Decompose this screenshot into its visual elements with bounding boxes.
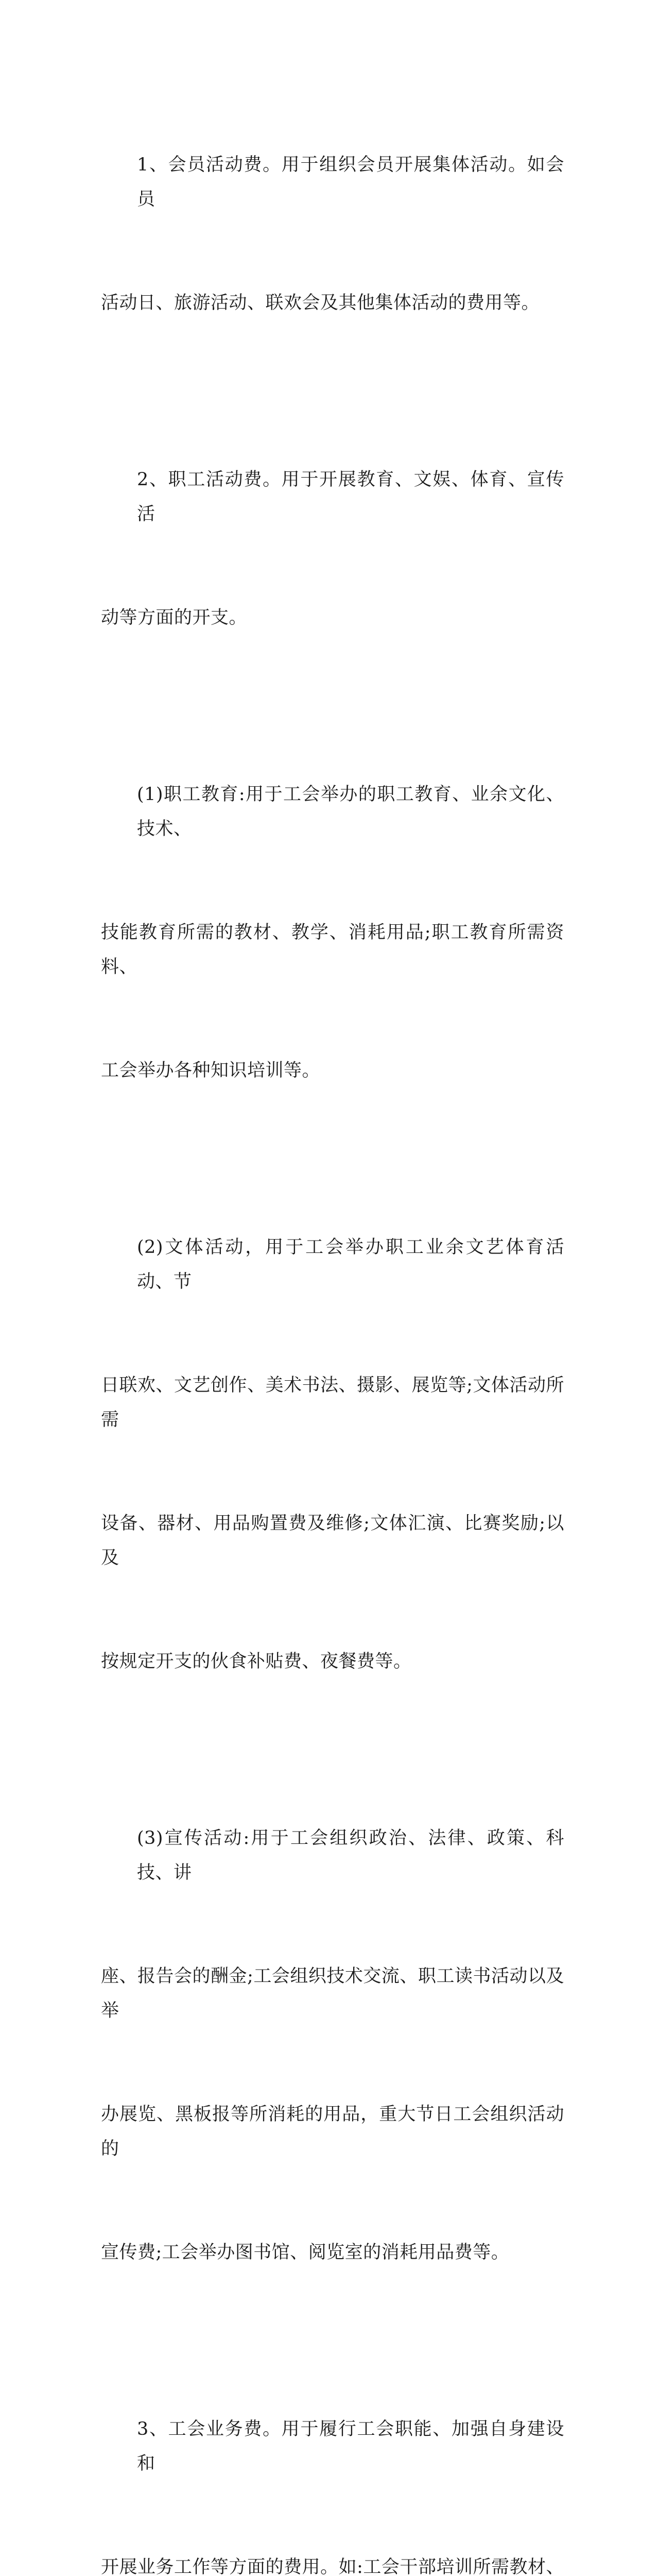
paragraph-line: (2)文体活动，用于工会举办职工业余文艺体育活动、节: [137, 1237, 564, 1292]
paragraph-line: 办展览、黑板报等所消耗的用品，重大节日工会组织活动的: [101, 2104, 564, 2159]
paragraph-line: 设备、器材、用品购置费及维修;文体汇演、比赛奖励;以及: [101, 1513, 564, 1568]
paragraph-line: 按规定开支的伙食补贴费、夜餐费等。: [101, 1651, 412, 1672]
paragraph-line: 动等方面的开支。: [101, 607, 248, 628]
paragraph-staff-activity-fee: [101, 394, 564, 704]
paragraph-union-business-fee: [101, 2343, 564, 2576]
paragraph-line: 座、报告会的酬金;工会组织技术交流、职工读书活动以及举: [101, 1966, 564, 2021]
paragraph-line: 开展业务工作等方面的费用。如:工会干部培训所需教材、: [101, 2557, 564, 2576]
paragraph-line: 3、工会业务费。用于履行工会职能、加强自身建设和: [137, 2419, 564, 2474]
paragraph-member-activity-fee: [101, 79, 564, 389]
paragraph-line: 日联欢、文艺创作、美术书法、摄影、展览等;文体活动所需: [101, 1375, 564, 1430]
paragraph-staff-education: [101, 708, 564, 1157]
paragraph-line: 宣传费;工会举办图书馆、阅览室的消耗用品费等。: [101, 2242, 510, 2263]
paragraph-publicity-activity: [101, 1752, 564, 2339]
document-body: [101, 79, 564, 2576]
paragraph-line: 活动日、旅游活动、联欢会及其他集体活动的费用等。: [101, 293, 540, 313]
paragraph-line: (3)宣传活动:用于工会组织政治、法律、政策、科技、讲: [137, 1828, 564, 1883]
paragraph-line: 2、职工活动费。用于开展教育、文娱、体育、宣传活: [137, 469, 564, 524]
paragraph-line: 技能教育所需的教材、教学、消耗用品;职工教育所需资料、: [101, 922, 564, 977]
paragraph-line: 1、会员活动费。用于组织会员开展集体活动。如会员: [137, 155, 564, 210]
paragraph-line: 工会举办各种知识培训等。: [101, 1060, 321, 1081]
paragraph-cultural-sports: [101, 1161, 564, 1748]
paragraph-line: (1)职工教育:用于工会举办的职工教育、业余文化、技术、: [137, 784, 564, 839]
